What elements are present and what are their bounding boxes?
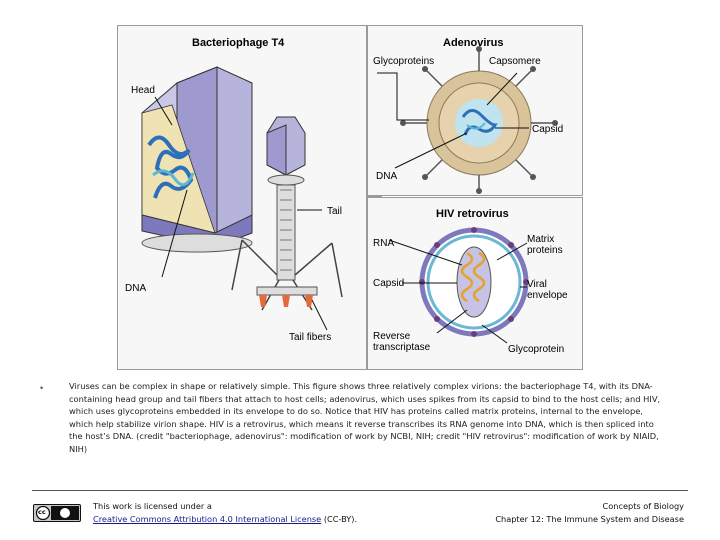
adenovirus-title: Adenovirus — [443, 37, 504, 49]
label-viral: Viral — [527, 279, 547, 290]
label-tail: Tail — [327, 206, 343, 217]
label-head: Head — [131, 85, 155, 96]
cc-license-badge — [33, 504, 81, 522]
license-notice — [93, 500, 357, 526]
footer-divider — [32, 490, 688, 491]
course-info — [495, 500, 684, 526]
hiv-title: HIV retrovirus — [436, 208, 509, 220]
label-glycoproteins: Glycoproteins — [373, 56, 435, 67]
license-line — [93, 513, 357, 526]
bacteriophage-title: Bacteriophage T4 — [192, 37, 285, 49]
label-dna-adeno: DNA — [376, 171, 398, 182]
caption-bullet: • — [40, 383, 44, 393]
label-transcriptase: transcriptase — [373, 342, 431, 353]
right-panels — [117, 25, 382, 370]
label-reverse: Reverse — [373, 331, 411, 342]
hiv-particle — [419, 227, 529, 337]
label-capsid-adeno: Capsid — [532, 124, 564, 135]
license-suffix: (CC-BY). — [321, 514, 358, 524]
chapter-title: Chapter 12: The Immune System and Disease — [495, 514, 684, 524]
label-envelope: envelope — [527, 290, 568, 301]
virus-figure — [117, 25, 382, 370]
license-prefix: This work is licensed under a — [93, 501, 212, 511]
course-title: Concepts of Biology — [602, 501, 684, 511]
label-matrix: Matrix — [527, 234, 555, 245]
license-link[interactable]: Creative Commons Attribution 4.0 International License — [93, 514, 322, 524]
caption-text: Viruses can be complex in shape or relatively simple. This figure shows three relatively complex virions: the bacteriophage T4, with its DNA-containing head group and tail fibers that attach to host cells; adenovirus, which uses spikes from its capsid to bind to the host cells; and HIV, which uses glycoproteins embedded in its envelope to do so. Notice that HIV has proteins called matrix proteins, internal to the envelope, which help stabilize virion shape. HIV is a retrovirus, which means it reverse transcribes its RNA genome into DNA, which is then spliced into the host’s DNA. (credit "bacteriophage, adenovirus": modification of work by NCBI, NIH; credit "HIV retrovirus": modification of work by NIAID, NIH) — [69, 381, 661, 454]
label-rna: RNA — [373, 238, 395, 249]
cc-badge-text: cc — [38, 508, 46, 516]
label-capsid-hiv: Capsid — [373, 278, 405, 289]
label-tail-fibers: Tail fibers — [289, 332, 332, 343]
label-glycoprotein: Glycoprotein — [508, 344, 565, 355]
label-proteins: proteins — [527, 245, 563, 256]
label-dna-phage: DNA — [125, 283, 147, 294]
label-capsomere: Capsomere — [489, 56, 541, 67]
adenovirus-illustration — [367, 25, 587, 370]
